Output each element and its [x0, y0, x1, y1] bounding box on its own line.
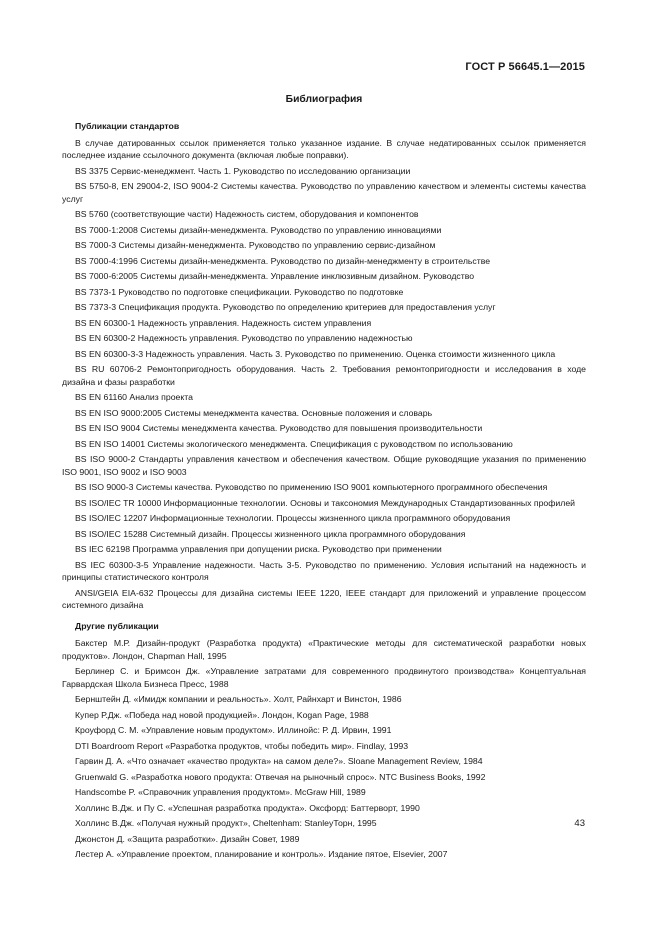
list-item: Gruenwald G. «Разработка нового продукта: Отвечая на рыночный спрос». NTC Business Books, 1992	[75, 771, 486, 782]
standard-code: ГОСТ Р 56645.1—2015	[465, 61, 585, 73]
list-item: ANSI/GEIA EIA-632 Процессы для дизайна системы IEEE 1220, IEEE стандарт для приложений и управление процессом системного дизайна	[62, 587, 586, 610]
list-item: BS ISO 9000-3 Системы качества. Руководство по применению ISO 9001 компьютерного программного обеспечения	[75, 482, 548, 493]
list-item: BS 7000-6:2005 Системы дизайн-менеджмента. Управление инклюзивным дизайном. Руководство	[75, 271, 475, 282]
list-item: Берлинер С. и Бримсон Дж. «Управление затратами для современного продвинутого производства» Концептуальная Гарвардская Школа Бизнеса Пресс, 1988	[62, 666, 586, 689]
list-item: BS ISO/IEC 12207 Информационные технологии. Процессы жизненного цикла программного оборудования	[75, 513, 511, 524]
list-item: DTI Boardroom Report «Разработка продуктов, чтобы победить мир». Findlay, 1993	[75, 740, 409, 751]
bibliography-content	[62, 93, 586, 864]
list-item: Лестер А. «Управление проектом, планирование и контроль». Издание пятое, Elsevier, 2007	[75, 849, 448, 860]
list-item: BS ISO/IEC 15288 Системный дизайн. Процессы жизненного цикла программного оборудования	[75, 528, 466, 539]
list-item: Холлинс В.Дж. и Пу С. «Успешная разработка продукта». Оксфорд: Баттерворт, 1990	[75, 802, 420, 813]
section-heading-standards: Публикации стандартов	[75, 121, 180, 131]
list-item: BS 7373-1 Руководство по подготовке спецификации. Руководство по подготовке	[75, 286, 404, 297]
list-item: BS RU 60706-2 Ремонтопригодность оборудования. Часть 2. Требования ремонтопригодности и исследования в ходе дизайна и фазы разработки	[62, 364, 586, 387]
list-item: В случае датированных ссылок применяется только указанное издание. В случае недатированных ссылок применяется последнее издание ссылочного документа (включая любые поправки).	[62, 138, 586, 161]
list-item: BS EN 60300-2 Надежность управления. Руководство по управлению надежностью	[75, 333, 413, 344]
list-item: BS 7373-3 Спецификация продукта. Руководство по определению критериев для предоставления услуг	[75, 302, 496, 313]
list-item: BS EN ISO 9000:2005 Системы менеджмента качества. Основные положения и словарь	[75, 407, 433, 418]
list-item: BS 3375 Сервис-менеджмент. Часть 1. Руководство по исследованию организации	[75, 165, 411, 176]
list-item: BS 7000-1:2008 Системы дизайн-менеджмента. Руководство по управлению инновациями	[75, 224, 442, 235]
list-item: BS EN 60300-3-3 Надежность управления. Часть 3. Руководство по применению. Оценка стоимости жизненного цикла	[75, 348, 556, 359]
page-title: Библиография	[285, 94, 363, 105]
list-item: BS IEC 62198 Программа управления при допущении риска. Руководство при применении	[75, 544, 442, 555]
list-item: BS EN 61160 Анализ проекта	[75, 392, 193, 403]
section-heading-other-publications: Другие публикации	[75, 621, 159, 632]
list-item: BS EN 60300-1 Надежность управления. Надежность систем управления	[75, 317, 372, 328]
list-item: BS ISO 9000-2 Стандарты управления качеством и обеспечения качеством. Общие руководящие указания по применению ISO 9001, ISO 9002 и ISO 9003	[62, 454, 586, 477]
list-item: BS ISO/IEC TR 10000 Информационные технологии. Основы и таксономия Международных Стандартизованных профилей	[75, 497, 576, 508]
list-item: BS 7000-4:1996 Системы дизайн-менеджмента. Руководство по дизайн-менеджменту в строительстве	[75, 255, 491, 266]
list-item: Гарвин Д. А. «Что означает «качество продукта» на самом деле?». Sloane Management Review, 1984	[75, 756, 483, 767]
list-item: Бернштейн Д. «Имидж компании и реальность». Холт, Райнхарт и Винстон, 1986	[75, 694, 402, 705]
page-number: 43	[574, 818, 585, 829]
list-item: BS 5750-8, EN 29004-2, ISO 9004-2 Системы качества. Руководство по управлению качеством и элементы системы качества услуг	[62, 181, 586, 204]
list-item: BS EN ISO 9004 Системы менеджмента качества. Руководство для повышения производительности	[75, 423, 483, 434]
list-item: BS 5760 (соответствующие части) Надежность систем, оборудования и компонентов	[75, 209, 419, 220]
standards-list	[62, 137, 586, 611]
list-item: Купер Р.Дж. «Победа над новой продукцией». Лондон, Kogan Page, 1988	[75, 709, 369, 720]
list-item: BS EN ISO 14001 Системы экологического менеджмента. Спецификация с руководством по использованию	[75, 438, 513, 449]
list-item: BS 7000-3 Системы дизайн-менеджмента. Руководство по управлению сервис-дизайном	[75, 240, 436, 251]
list-item: Бакстер М.Р. Дизайн-продукт (Разработка продукта) «Практические методы для систематической разработки новых продуктов». Лондон, Chapman Hall, 1995	[62, 638, 586, 661]
list-item: Handscombe P. «Справочник управления продуктом». McGraw Hill, 1989	[75, 787, 366, 798]
other-publications-list	[62, 637, 586, 860]
list-item: Холлинс В.Дж. «Получая нужный продукт», Cheltenham: StanleyТорн, 1995	[75, 818, 377, 829]
list-item: Кроуфорд С. М. «Управление новым продуктом». Иллинойс: Р. Д. Ирвин, 1991	[75, 725, 392, 736]
list-item: Джонстон Д. «Защита разработки». Дизайн Совет, 1989	[75, 833, 300, 844]
list-item: BS IEC 60300-3-5 Управление надежности. Часть 3-5. Руководство по применению. Условия испытаний на надежность и принципы статистического контроля	[62, 559, 586, 583]
